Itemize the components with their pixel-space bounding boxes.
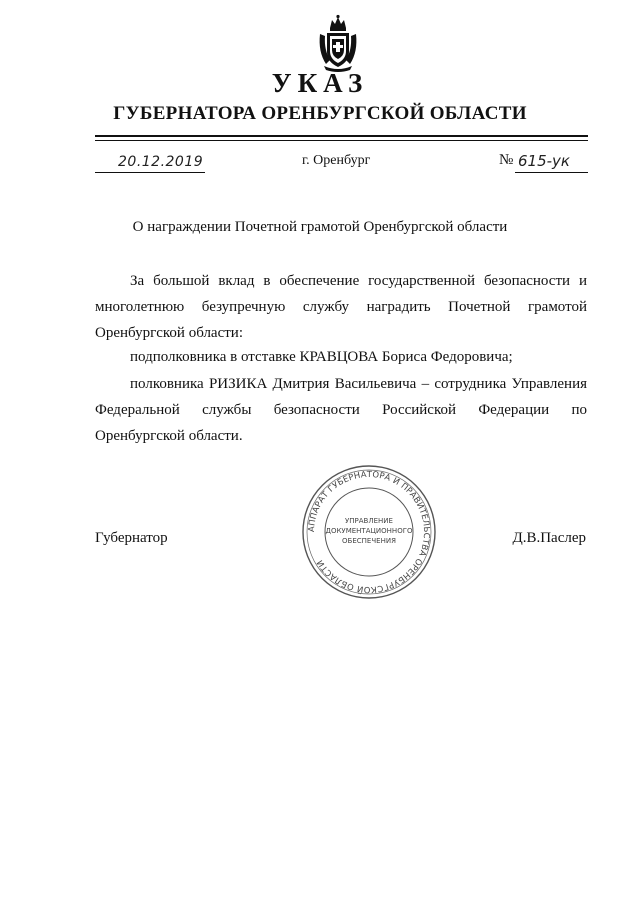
number-underline (515, 172, 588, 173)
document-date: 20.12.2019 (118, 154, 204, 170)
body-paragraph: За большой вклад в обеспечение государственной безопасности и многолетнюю безупречную службу наградить Почетной грамотой Оренбургской области: (95, 273, 587, 341)
official-stamp (300, 463, 438, 601)
number-label: № (499, 152, 514, 168)
body-paragraph: полковника РИЗИКА Дмитрия Васильевича – сотрудника Управления Федеральной службы безопасности Российской Федерации по Оренбургской области. (95, 376, 587, 444)
orenburg-coat-of-arms-icon (316, 14, 360, 72)
page-subtitle: ГУБЕРНАТОРА ОРЕНБУРГСКОЙ ОБЛАСТИ (113, 103, 527, 124)
body-paragraph: подполковника в отставке КРАВЦОВА Бориса Федоровича; (130, 349, 513, 365)
stamp-center-line: ДОКУМЕНТАЦИОННОГО (325, 527, 413, 535)
document-number: 615-ук (518, 152, 570, 170)
signatory-title: Губернатор (95, 530, 168, 546)
signatory-name: Д.В.Паслер (512, 530, 586, 546)
document-city: г. Оренбург (302, 153, 371, 168)
page-title: УКАЗ (271, 68, 369, 98)
stamp-center-line: УПРАВЛЕНИЕ (345, 517, 393, 525)
header-divider-thin (95, 140, 588, 141)
document-heading: О награждении Почетной грамотой Оренбургской области (132, 219, 508, 235)
header-divider (95, 135, 588, 137)
stamp-center-line: ОБЕСПЕЧЕНИЯ (342, 537, 396, 545)
stamp-ring-text: АППАРАТ ГУБЕРНАТОРА И ПРАВИТЕЛЬСТВА ОРЕНБУРГСКОЙ ОБЛАСТИ (305, 468, 433, 596)
date-underline (95, 172, 205, 173)
